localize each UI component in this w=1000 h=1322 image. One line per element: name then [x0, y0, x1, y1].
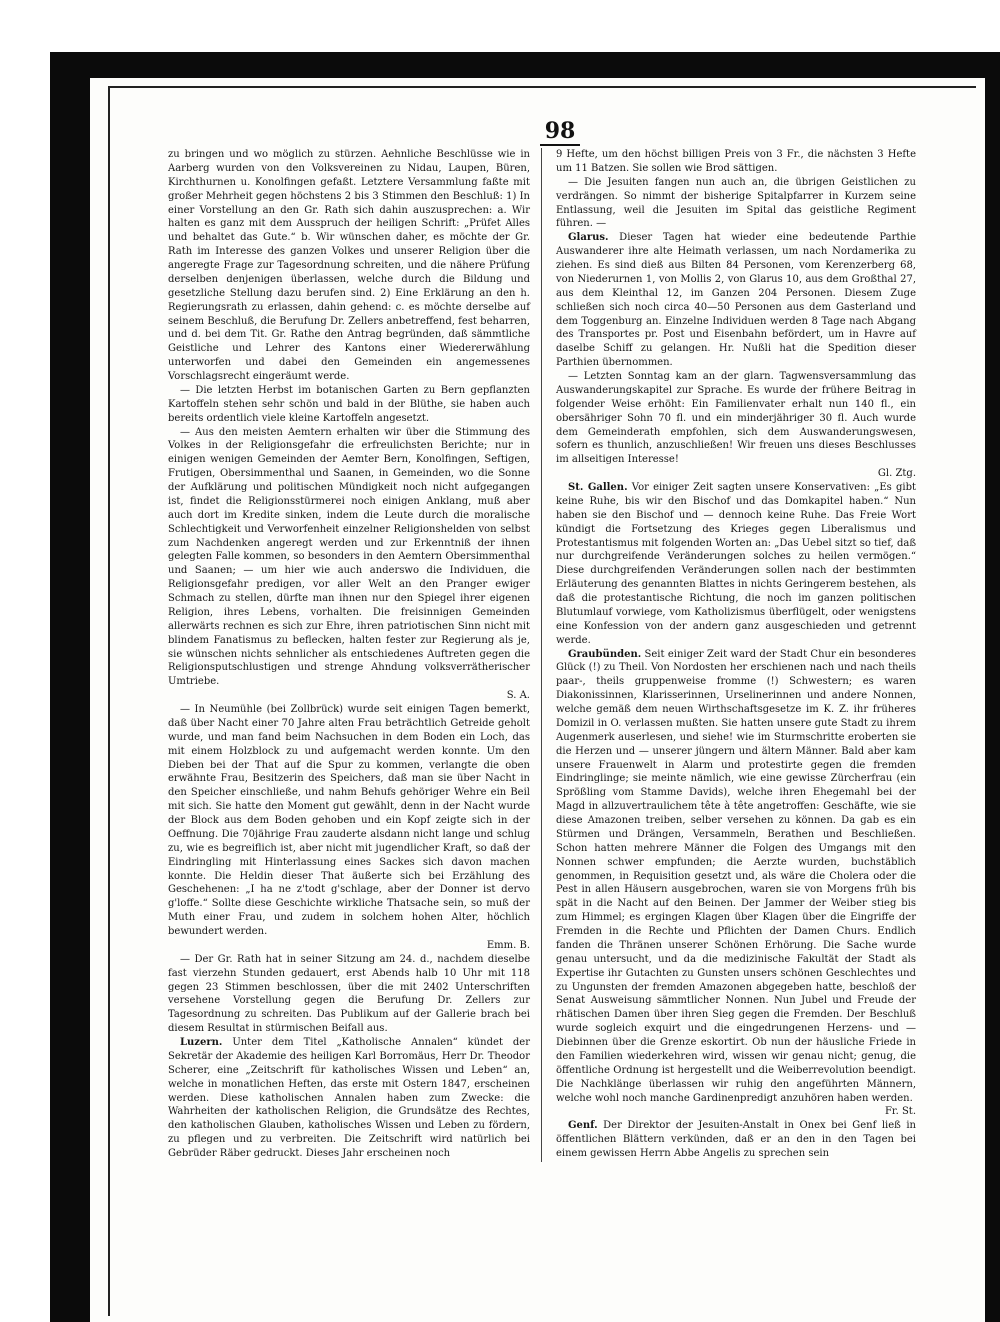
article-paragraph: [556, 148, 916, 176]
section-heading: Graubünden.: [568, 648, 642, 660]
paragraph-text: zu bringen und wo möglich zu stürzen. Aehnliche Beschlüsse wie in Aarberg wurden von den Volksvereinen zu Nidau, Laupen, Büren, Kirchthurnen u. Konolfingen gefaßt. Letztere Versammlung faßte mit großer Mehrheit gegen höchstens 2 bis 3 Stimmen den Beschluß: 1) In einer Vorstellung an den Gr. Rath sich dahin auszusprechen: a. Wir halten es ganz mit dem Ausspruch der heiligen Schrift: „Prüfet Alles und behaltet das Gute.“ b. Wir wünschen daher, es möchte der Gr. Rath im Interesse des ganzen Volkes und unserer Religion über die angeregte Frage zur Tagesordnung schreiten, und die nähere Prüfung derselben denjenigen überlassen, welche durch die Bildung und gesetzliche Stellung dazu berufen sind. 2) Eine Erklärung an den h. Regierungsrath zu erlassen, dahin gehend: c. es möchte derselbe auf seinem Beschluß, die Berufung Dr. Zellers anbetreffend, fest beharren, und d. bei dem Tit. Gr. Rathe den Antrag begründen, daß sämmtliche Geistliche und Lehrer des Kantons einer Wiedererwählung unterworfen und dabei den Gemeinden ein angemessenes Vorschlagsrecht eingeräumt werde.: [168, 149, 530, 382]
paragraph-text: 9 Hefte, um den höchst billigen Preis von 3 Fr., die nächsten 3 Hefte um 11 Batzen. Sie sollen wie Brod sättigen.: [556, 149, 916, 174]
paragraph-text: — Letzten Sonntag kam an der glarn. Tagwensversammlung das Auswanderungskapitel zur Sprache. Es wurde der frühere Beitrag in folgender Weise erhöht: Ein Familienvater erhalt nun 140 fl., ein obersähriger Sohn 70 fl. und ein minderjähriger 30 fl. Auch wurde dem Gemeinderath empfohlen, sich dem Auswanderungswesen, sofern es thunlich, anzuschließen! Wir freuen uns dieses Beschlusses im allseitigen Interesse!: [556, 371, 916, 466]
article-paragraph: [168, 426, 530, 704]
scan-margin: [0, 0, 50, 1322]
article-paragraph-with-heading: [556, 231, 916, 370]
left-column: [168, 148, 530, 1161]
section-heading: Genf.: [568, 1120, 598, 1132]
paragraph-text: Dieser Tagen hat wieder eine bedeutende Parthie Auswanderer ihre alte Heimath verlassen, um nach Nordamerika zu ziehen. Es sind dieß aus Bilten 84 Personen, vom Kerenzerberg 68, von Niederurnen 1, von Mollis 2, von Glarus 10, aus dem Großthal 27, aus dem Kleinthal 12, im Ganzen 204 Personen. Diesem Zuge schließen sich noch circa 40—50 Personen aus dem Gasterland und dem Toggenburg an. Einzelne Individuen werden 8 Tage nach Abgang des Transportes pr. Post und Eisenbahn befördert, um in Havre auf daselbe Schiff zu gelangen. Hr. Nußli hat die Spedition dieser Parthien übernommen.: [556, 232, 916, 369]
right-column: [556, 148, 916, 1161]
paragraph-text: — Aus den meisten Aemtern erhalten wir über die Stimmung des Volkes in der Religionsgefahr die erfreulichsten Berichte; nur in einigen wenigen Gemeinden der Aemter Bern, Konolfingen, Seftigen, Frutigen, Obersimmenthal und Saanen, in Gemeinden, wo die Sonne der Aufklärung und politischen Mündigkeit noch nicht aufgegangen ist, findet die Religionsstürmerei noch einigen Anklang, muß aber auch dort im Kredite sinken, indem die Leute durch die moralische Schlechtigkeit und Verworfenheit einzelner Religionshelden von selbst zum Nachdenken angeregt werden und zur Erkenntniß der ihnen gelegten Falle kommen, so besonders in den Aemtern Obersimmenthal und Saanen; — um hier wie auch anderswo die Individuen, die Religionsgefahr predigen, vor aller Welt an den Pranger ewiger Schmach zu stellen, dürfte man ihnen nur den Spiegel ihrer eigenen Religion, ihres Lebens, vorhalten. Die freisinnigen Gemeinden allerwärts rechnen es sich zur Ehre, ihren patriotischen Sinn nicht mit blindem Fanatismus zu beflecken, halten fester zur Regierung als je, sie wünschen nichts sehnlicher als entschiedenes Auftreten gegen die Religionsputschlustigen und strenge Ahndung volksverrätherischer Umtriebe.: [168, 426, 530, 688]
article-paragraph: [168, 953, 530, 1036]
paragraph-text: Der Direktor der Jesuiten-Anstalt in Onex bei Genf ließ in öffentlichen Blättern verkünden, daß er an den in den Tagen bei einem gewissen Herrn Abbe Angelis zu sprechen sein: [556, 1120, 916, 1159]
source-signature: Gl. Ztg.: [877, 468, 916, 480]
scan-frame-right: [985, 52, 1000, 1322]
article-paragraph: [556, 176, 916, 232]
paragraph-text: Unter dem Titel „Katholische Annalen“ kündet der Sekretär der Akademie des heiligen Karl Borromäus, Herr Dr. Theodor Scherer, eine „Zeitschrift für katholisches Wissen und Leben“ an, welche in monatlichen Heften, das erste mit Ostern 1847, erscheinen werden. Diese katholischen Annalen haben zum Zwecke: die Wahrheiten der katholischen Religion, die Grundsätze des Rechtes, den katholischen Glauben, katholisches Wissen und Leben zu fördern, zu pflegen und zu verbreiten. Die Zeitschrift wird natürlich bei Gebrüder Räber gedruckt. Dieses Jahr erscheinen noch: [168, 1037, 530, 1159]
article-paragraph-with-heading: [168, 1036, 530, 1161]
source-signature: S. A.: [506, 690, 530, 702]
scan-frame-left: [50, 52, 90, 1322]
section-heading: Luzern.: [180, 1037, 223, 1048]
section-heading: Glarus.: [568, 232, 609, 244]
paragraph-text: — In Neumühle (bei Zollbrück) wurde seit einigen Tagen bemerkt, daß über Nacht einer 70 Jahre alten Frau beträchtlich Getreide geholt wurde, und man fand beim Nachsuchen in dem Boden ein Loch, das mit einem Holzblock zu und aufgemacht werden konnte. Um den Dieben bei der That auf die Spur zu kommen, verlangte die oben erwähnte Frau, Besitzerin des Speichers, daß man sie über Nacht in den Speicher einschließe, und nahm Behufs gehöriger Wehre ein Beil mit sich. Sie hatte den Moment gut gewählt, denn in der Nacht wurde der Block aus dem Boden gehoben und ein Kopf zeigte sich in der Oeffnung. Die 70jährige Frau zauderte alsdann nicht lange und schlug zu, wie es begreiflich ist, aber nicht mit jugendlicher Kraft, so daß der Eindringling mit Hinterlassung eines Sackes sich davon machen konnte. Die Heldin dieser That äußerte sich bei Erzählung des Geschehenen: „I ha ne z'todt g'schlage, aber der Donner ist dervo g'loffe.“ Sollte diese Geschichte wirkliche Thatsache sein, so muß der Muth einer Frau, und zudem in solchem hohen Alter, höchlich bewundert werden.: [168, 704, 530, 937]
paragraph-text: — Der Gr. Rath hat in seiner Sitzung am 24. d., nachdem dieselbe fast vierzehn Stunden gedauert, erst Abends halb 10 Uhr mit 118 gegen 23 Stimmen beschlossen, über die mit 2402 Unterschriften versehene Vorstellung gegen die Berufung Dr. Zellers zur Tagesordnung zu schreiten. Das Publikum auf der Gallerie brach bei diesem Resultat in stürmischen Beifall aus.: [168, 953, 530, 1035]
article-paragraph-with-heading: [556, 481, 916, 648]
article-paragraph: [168, 148, 530, 384]
article-paragraph: [556, 370, 916, 481]
source-signature: Emm. B.: [486, 939, 530, 951]
page-number: 98: [540, 118, 580, 146]
paragraph-text: — Die letzten Herbst im botanischen Garten zu Bern gepflanzten Kartoffeln stehen sehr schön und bald in der Blüthe, sie haben auch bereits ordentlich viele kleine Kartoffeln angesetzt.: [168, 384, 530, 424]
paragraph-text: Vor einiger Zeit sagten unsere Konservativen: „Es gibt keine Ruhe, bis wir den Bischof und das Domkapitel haben.“ Nun haben sie den Bischof und — dennoch keine Ruhe. Das Freie Wort kündigt die Fortsetzung des Krieges gegen Liberalismus und Protestantismus mit folgenden Worten an: „Das Uebel sitzt so tief, daß nur durchgreifende Veränderungen solches zu heilen vermögen.“ Diese durchgreifenden Veränderungen sollen nach der bestimmten Erläuterung des genannten Blattes in nichts Geringerem bestehen, als daß die protestantische Richtung, die noch im ganzen politischen Blutumlauf vorwiege, vom Katholizismus überflügelt, oder wenigstens eine Konfession von der andern ganz ausgeschieden und getrennt werde.: [556, 482, 916, 646]
scan-frame-top: [50, 52, 1000, 78]
article-paragraph: [168, 703, 530, 953]
source-signature: Fr. St.: [884, 1106, 916, 1118]
paragraph-text: — Die Jesuiten fangen nun auch an, die übrigen Geistlichen zu verdrängen. So nimmt der bisherige Spitalpfarrer in Kurzem seine Entlassung, weil die Jesuiten im Spital das geistliche Regiment führen. —: [556, 176, 916, 230]
article-paragraph: [168, 384, 530, 426]
paragraph-text: Seit einiger Zeit ward der Stadt Chur ein besonderes Glück (!) zu Theil. Von Nordosten her erschienen nach und nach theils paar-, theils gruppenweise fromme (!) Schwestern; es waren Diakonissinnen, Klarisserinnen, Urselinerinnen und andere Nonnen, welche gemäß dem neuen Wirthschaftsgesetze im K. Z. ihr früheres Domizil in O. verlassen mußten. Sie hatten unsere gute Stadt zu ihrem Augenmerk auserlesen, und siehe! wie im Sturmschritte eroberten sie die Herzen und — unserer jüngern und ältern Männer. Bald aber kam unsere Frauenwelt in Alarm und protestirte gegen die fremden Eindringlinge; sie meinte nämlich, wie eine gewisse Zürcherfrau (ein Sprößling vom Stamme Davids), welche ihren Ehegemahl bei der Magd in allzuvertraulichem tête à tête angetroffen: Geschäfte, wie sie diese Amazonen treiben, selber versehen zu können. Da gab es ein Stürmen und Drängen, Versammeln, Berathen und Beschließen. Schon hatten mehrere Männer die Folgen des Umgangs mit den Nonnen schwer empfunden; die Aerzte wurden, buchstäblich genommen, in Requisition gesetzt und, als wäre die Cholera oder die Pest in allen Häusern ausgebrochen, waren sie von Morgens früh bis spät in die Nacht auf den Beinen. Der Jammer der Weiber stieg bis zum Himmel; es ergingen Klagen über Klagen über die Eingriffe der Fremden in die Rechte und Pflichten der Damen Churs. Endlich fanden die Thränen unserer Schönen Erhörung. Die Sache wurde genau untersucht, und da die medizinische Fakultät der Stadt als Expertise ihr Gutachten zu Gunsten unsers schönen Geschlechtes und zu Ungunsten der fremden Amazonen abgegeben hatte, beschloß der Senat Ausweisung sämmtlicher Nonnen. Nun Jubel und Freude der rhätischen Damen über ihren Sieg gegen die Fremden. Der Beschluß wurde sogleich exquirt und die eingedrungenen Herzens- und — Diebinnen über die Grenze eskortirt. Ob nun der häusliche Friede in den Familien wiederkehren wird, wissen wir genau nicht; genug, die öffentliche Ordnung ist hergestellt und die Weiberrevolution beendigt. Die Nachklänge überlassen wir ruhig den angeführten Männern, welche wohl noch manche Gardinenpredigt anzuhören haben werden.: [556, 648, 916, 1104]
article-paragraph-with-heading: [556, 648, 916, 1120]
article-paragraph-with-heading: [556, 1119, 916, 1161]
column-divider: [541, 148, 542, 1162]
section-heading: St. Gallen.: [568, 482, 628, 493]
